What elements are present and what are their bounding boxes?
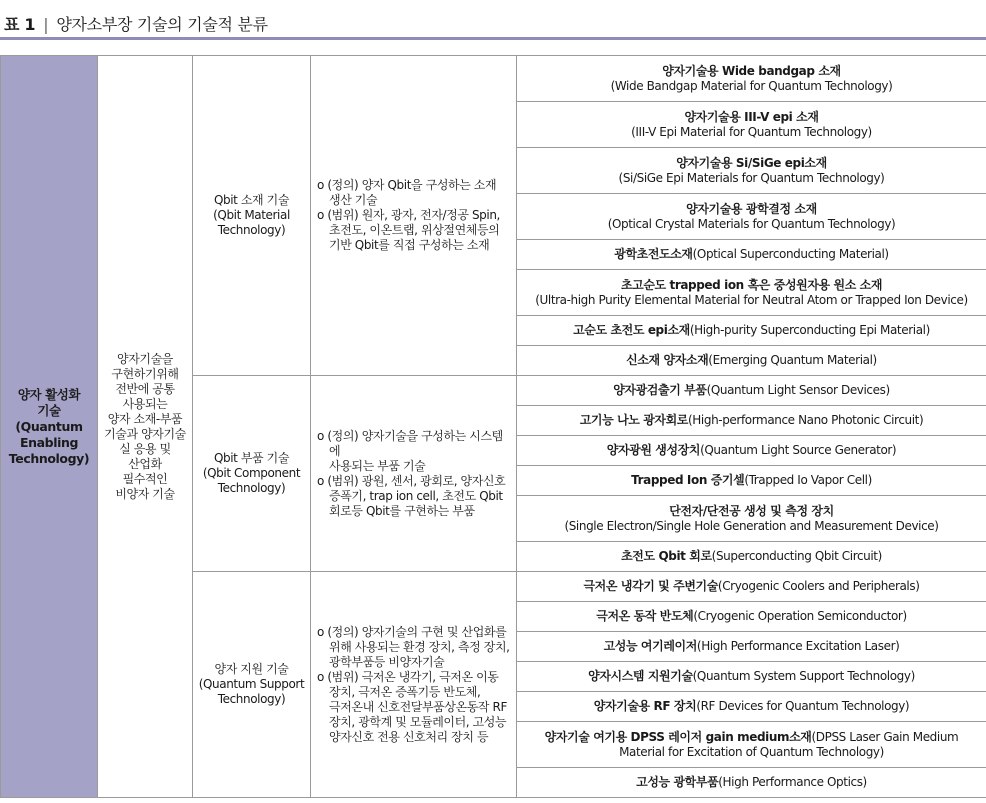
list-item: 양자기술용 RF 장치(RF Devices for Quantum Technology) xyxy=(517,692,986,722)
purpose-line: 필수적인 xyxy=(122,471,168,486)
purpose-line: 전반에 공통 xyxy=(115,381,175,396)
purpose-line: 사용되는 xyxy=(122,396,168,411)
purpose-line: 구현하기위해 xyxy=(111,366,179,381)
purpose-line: 산업화 xyxy=(128,456,162,471)
definition-text: o (정의) 양자기술을 구성하는 시스템에 사용되는 부품 기술 xyxy=(317,428,503,473)
list-item: 양자기술용 Wide bandgap 소재 (Wide Bandgap Material for Quantum Technology) xyxy=(517,56,986,102)
table-title: 양자소부장 기술의 기술적 분류 xyxy=(56,15,268,34)
list-item: 양자기술 여기용 DPSS 레이저 gain medium소재(DPSS Laser Gain Medium Material for Excitation of Quantum Technology) xyxy=(517,722,986,768)
list-item: 고성능 광학부품(High Performance Optics) xyxy=(517,768,986,798)
top-category-line: Enabling xyxy=(19,434,79,450)
top-category-line: (Quantum xyxy=(15,418,83,434)
group-name-line: (Qbit Component xyxy=(202,466,301,480)
scope-text: o (범위) 원자, 광자, 전자/정공 Spin, 초전도, 이온트랩, 위상절연체등의 기반 Qbit를 직접 구성하는 소재 xyxy=(317,208,500,252)
purpose-line: 양자 소재-부품 xyxy=(107,411,183,426)
list-item: 단전자/단전공 생성 및 측정 장치 (Single Electron/Single Hole Generation and Measurement Device) xyxy=(517,496,986,542)
list-item: 양자광검출기 부품(Quantum Light Sensor Devices) xyxy=(517,376,986,406)
group-description-cell xyxy=(311,376,517,572)
group-name-line: (Qbit Material xyxy=(213,208,290,222)
list-item: 고순도 초전도 epi소재(High-purity Superconducting Epi Material) xyxy=(517,316,986,346)
list-item: 초고순도 trapped ion 혹은 중성원자용 원소 소재 (Ultra-high Purity Elemental Material for Neutral Atom or Trapped Ion Device) xyxy=(517,270,986,316)
table-caption xyxy=(4,12,268,35)
definition-text: o (정의) 양자기술의 구현 및 산업화를 위해 사용되는 환경 장치, 측정 장치, 광학부품등 비양자기술 xyxy=(317,624,510,669)
scope-text: o (범위) 극저온 냉각기, 극저온 이동 장치, 극저온 증폭기등 반도체, 극저온내 신호전달부품상온동작 RF 장치, 광학계 및 모듈레이터, 고성능 양자신호 전용 신호처리 장치 등 xyxy=(317,669,507,744)
top-category-line: Technology) xyxy=(8,450,90,466)
group-name-line: 양자 지원 기술 xyxy=(214,662,289,676)
purpose-line: 기술과 양자기술 xyxy=(104,426,186,441)
purpose-line: 비양자 기술 xyxy=(115,486,175,501)
purpose-line: 실 응용 및 xyxy=(119,441,171,456)
list-item: 광학초전도소재(Optical Superconducting Material) xyxy=(517,240,986,270)
group-description-cell xyxy=(311,572,517,798)
top-category-cell xyxy=(1,56,98,798)
purpose-cell xyxy=(98,56,193,798)
group-name-cell xyxy=(193,376,311,572)
definition-text: o (정의) 양자 Qbit을 구성하는 소재 생산 기술 xyxy=(317,178,497,207)
caption-rule xyxy=(0,37,986,40)
list-item: 양자기술용 광학결정 소재 (Optical Crystal Materials for Quantum Technology) xyxy=(517,194,986,240)
list-item: 양자기술용 Si/SiGe epi소재 (Si/SiGe Epi Materials for Quantum Technology) xyxy=(517,148,986,194)
list-item: 양자광원 생성장치(Quantum Light Source Generator) xyxy=(517,436,986,466)
group-description-cell xyxy=(311,56,517,376)
group-name-line: Technology) xyxy=(217,223,286,237)
list-item: 신소재 양자소재(Emerging Quantum Material) xyxy=(517,346,986,376)
group-name-line: Technology) xyxy=(217,481,286,495)
top-category-line: 기술 xyxy=(37,402,61,418)
list-item: 양자시스템 지원기술(Quantum System Support Technology) xyxy=(517,662,986,692)
group-name-line: Qbit 소재 기술 xyxy=(213,193,290,207)
group-name-line: (Quantum Support xyxy=(198,677,305,691)
group-name-line: Technology) xyxy=(217,692,286,706)
list-item: Trapped Ion 증기셀(Trapped Io Vapor Cell) xyxy=(517,466,986,496)
table-row xyxy=(1,56,986,102)
table-number: 표 1 xyxy=(4,15,36,34)
group-name-cell xyxy=(193,572,311,798)
list-item: 극저온 냉각기 및 주변기술(Cryogenic Coolers and Peripherals) xyxy=(517,572,986,602)
list-item: 고기능 나노 광자회로(High-performance Nano Photonic Circuit) xyxy=(517,406,986,436)
list-item: 초전도 Qbit 회로(Superconducting Qbit Circuit) xyxy=(517,542,986,572)
list-item: 양자기술용 III-V epi 소재 (III-V Epi Material for Quantum Technology) xyxy=(517,102,986,148)
group-name-cell xyxy=(193,56,311,376)
top-category-line: 양자 활성화 xyxy=(17,386,81,402)
caption-separator: | xyxy=(43,15,49,34)
purpose-line: 양자기술을 xyxy=(117,351,173,366)
list-item: 고성능 여기레이저(High Performance Excitation Laser) xyxy=(517,632,986,662)
scope-text: o (범위) 광원, 센서, 광회로, 양자신호 증폭기, trap ion cell, 초전도 Qbit 회로등 Qbit를 구현하는 부품 xyxy=(317,473,506,518)
list-item: 극저온 동작 반도체(Cryogenic Operation Semiconductor) xyxy=(517,602,986,632)
group-name-line: Qbit 부품 기술 xyxy=(213,451,290,465)
classification-table xyxy=(0,55,986,798)
